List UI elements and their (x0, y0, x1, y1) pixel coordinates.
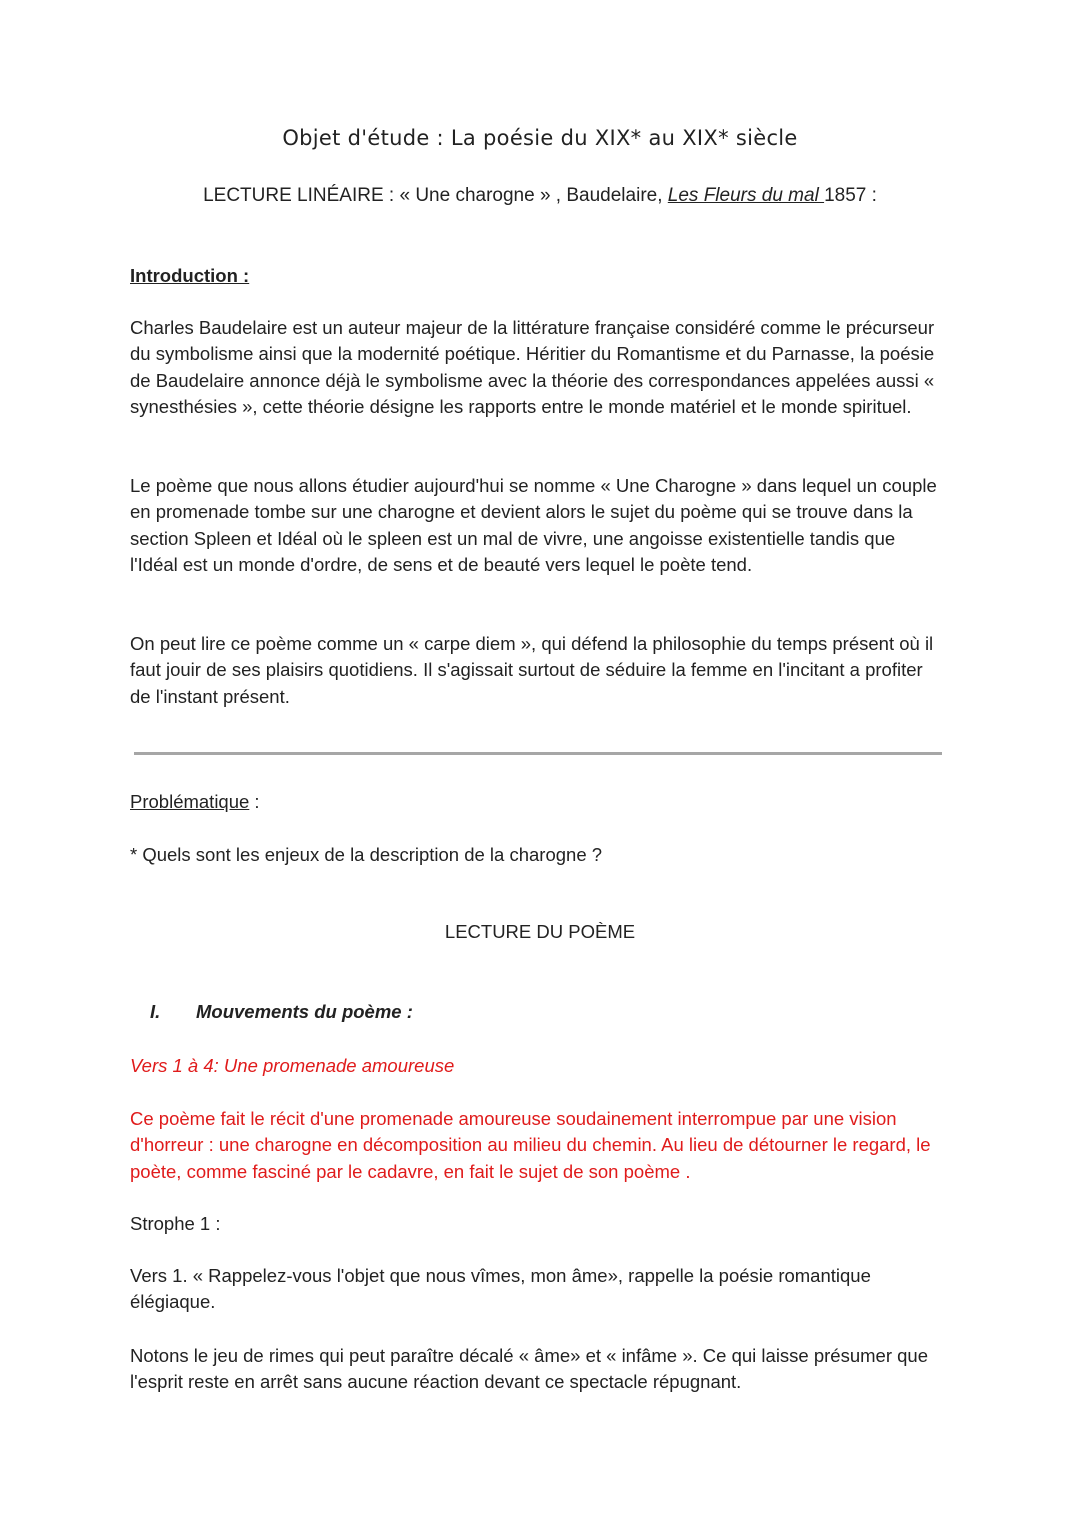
strophe-1-label: Strophe 1 : (130, 1213, 221, 1234)
document-title: Objet d'étude : La poésie du XIX* au XIX* siècle (282, 126, 798, 150)
vers-1-4-heading: Vers 1 à 4: Une promenade amoureuse (130, 1055, 455, 1076)
introduction-heading: Introduction : (130, 265, 250, 286)
problematique-question: * Quels sont les enjeux de la description de la charogne ? (130, 844, 603, 865)
problematique-heading (130, 789, 945, 815)
mouvements-title: Mouvements du poème : (196, 1001, 413, 1022)
section-number: I. (150, 1001, 161, 1022)
mouvements-heading (150, 1001, 413, 1023)
introduction-paragraph-3: On peut lire ce poème comme un « carpe diem », qui défend la philosophie du temps présent où il faut jouir de ses plaisirs quotidiens. Il s'agissait surtout de séduire la femme en l'incitant a profiter de l'instant présent. (130, 633, 934, 707)
introduction-paragraph-2: Le poème que nous allons étudier aujourd'hui se nomme « Une Charogne » dans lequel un couple en promenade tombe sur une charogne et devient alors le sujet du poème qui se trouve dans la section Spleen et Idéal où le spleen est un mal de vivre, une angoisse existentielle tandis que l'Idéal est un monde d'ordre, de sens et de beauté vers lequel le poète tend. (130, 475, 937, 575)
problematique-colon: : (249, 791, 260, 812)
introduction-paragraph-1: Charles Baudelaire est un auteur majeur de la littérature française considéré comme le précurseur du symbolisme ainsi que la modernité poétique. Héritier du Romantisme et du Parnasse, la poésie de Baudelaire annonce déjà le symbolisme avec la théorie des correspondances appelées aussi « synesthésies », cette théorie désigne les rapports entre le monde matériel et le monde spirituel. (130, 317, 935, 417)
subtitle-prefix: LECTURE LINÉAIRE : « Une charogne » , Baudelaire, (203, 185, 668, 206)
subtitle-suffix: 1857 : (824, 185, 877, 206)
problematique-label: Problématique (130, 791, 250, 812)
book-title: Les Fleurs du mal (667, 185, 825, 206)
vers-1-4-text: Ce poème fait le récit d'une promenade amoureuse soudainement interrompue par une vision d'horreur : une charogne en décomposition au milieu du chemin. Au lieu de détourner le regard, le poète, comme fasciné par le cadavre, en fait le sujet de son poème . (130, 1108, 931, 1182)
section-divider (134, 752, 942, 755)
lecture-title: LECTURE DU POÈME (444, 921, 636, 942)
strophe-1-rimes: Notons le jeu de rimes qui peut paraître décalé « âme» et « infâme ». Ce qui laisse présumer que l'esprit reste en arrêt sans aucune réaction devant ce spectacle répugnant. (130, 1345, 929, 1393)
document-subtitle (0, 185, 1080, 207)
strophe-1-vers-1: Vers 1. « Rappelez-vous l'objet que nous vîmes, mon âme», rappelle la poésie romantique élégiaque. (130, 1265, 871, 1313)
